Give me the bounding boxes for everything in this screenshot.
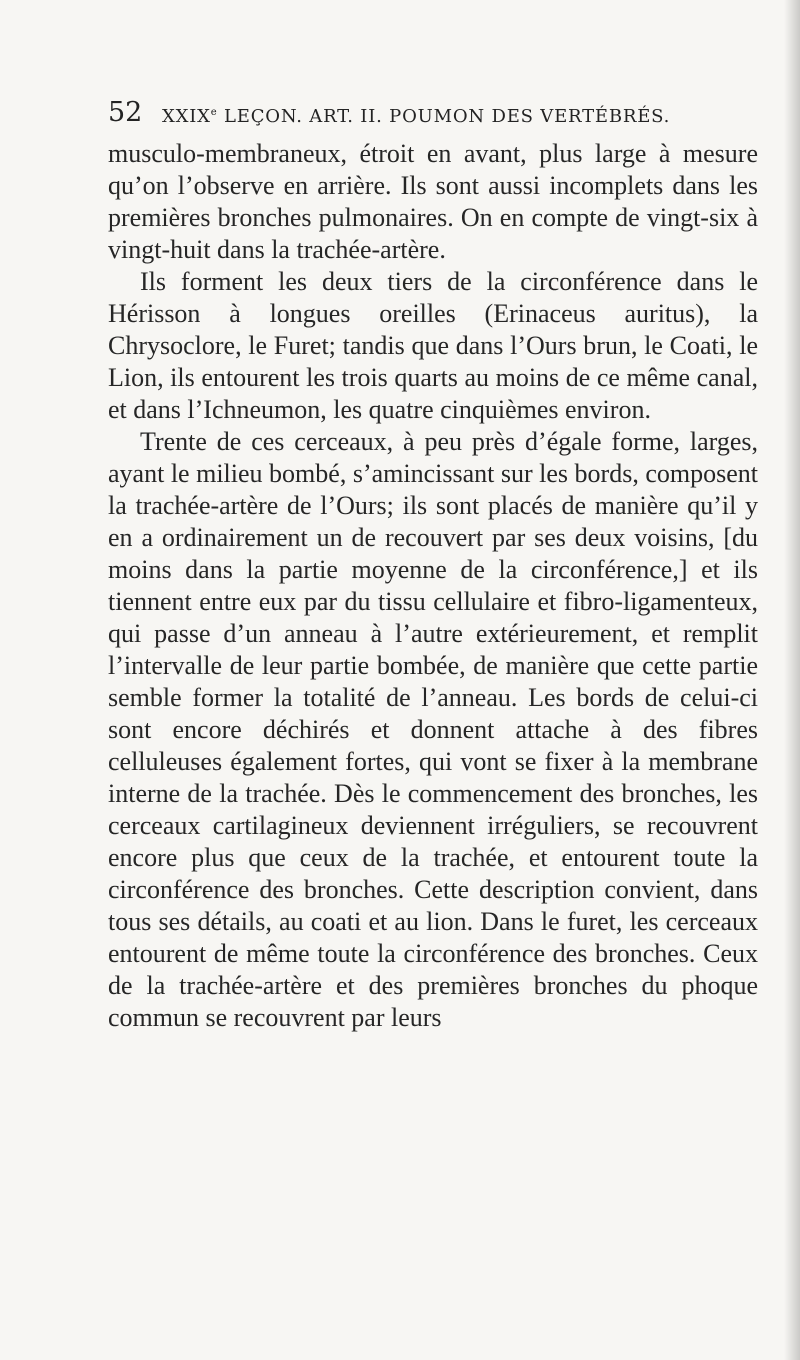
paragraph-3: Trente de ces cerceaux, à peu près d’égale forme, larges, ayant le milieu bombé, s’amincissant sur les bords, composent la trachée-artère de l’Ours; ils sont placés de manière qu’il y en a ordinairement un de recouvert par ses deux voisins, [du moins dans la partie moyenne de la circonférence,] et ils tiennent entre eux par du tissu cellulaire et fibro-ligamenteux, qui passe d’un anneau à l’autre extérieurement, et remplit l’intervalle de leur partie bombée, de manière que cette partie semble former la totalité de l’anneau. Les bords de celui-ci sont encore déchirés et donnent attache à des fibres celluleuses également fortes, qui vont se fixer à la membrane interne de la trachée. Dès le commencement des bronches, les cerceaux cartilagineux deviennent irréguliers, se recouvrent encore plus que ceux de la trachée, et entourent toute la circonférence des bronches. Cette description convient, dans tous ses détails, au coati et au lion. Dans le furet, les cerceaux entourent de même toute la circonférence des bronches. Ceux de la trachée-artère et des premières bronches du phoque commun se recouvrent par leurs	[108, 427, 758, 1032]
paragraph-2: Ils forment les deux tiers de la circonférence dans le Hérisson à longues oreilles (Erinaceus auritus), la Chrysoclore, le Furet; tandis que dans l’Ours brun, le Coati, le Lion, ils entourent les trois quarts au moins de ce même canal, et dans l’Ichneumon, les quatre cinquièmes environ.	[108, 267, 758, 424]
running-head-title: LEÇON. ART. II. POUMON DES VERTÉBRÉS.	[217, 106, 671, 127]
page-header	[108, 96, 748, 130]
body-text	[108, 138, 758, 1034]
lesson-suffix: e	[210, 107, 218, 118]
lesson-number: XXIX	[162, 106, 211, 127]
page-edge-shadow	[784, 0, 800, 1360]
paragraph-1: musculo-membraneux, étroit en avant, plus large à mesure qu’on l’observe en arrière. Ils sont aussi incomplets dans les premières bronches pulmonaires. On en compte de vingt-six à vingt-huit dans la trachée-artère.	[108, 139, 758, 264]
running-head	[162, 99, 670, 131]
page-number: 52	[108, 97, 143, 128]
